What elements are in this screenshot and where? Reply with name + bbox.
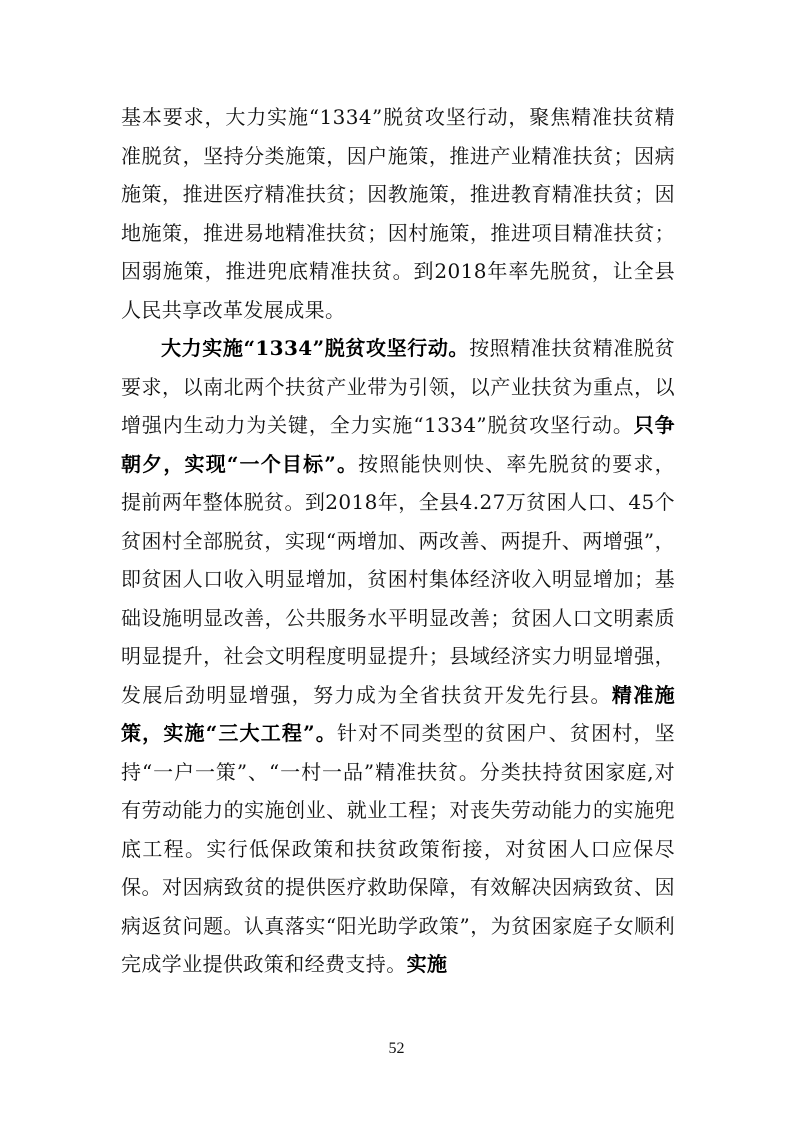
bold-heading: 实施 xyxy=(406,952,448,976)
bold-heading: 精准施策，实施“三大工程”。 xyxy=(121,682,675,745)
paragraph-text: 按照精准扶贫精准脱贫要求，以南北两个扶贫产业带为引领，以产业扶贫为重点，以增强内生动力为关键，全力实施“1334”脱贫攻坚行动。 xyxy=(121,336,675,437)
bold-heading: 大力实施“1334”脱贫攻坚行动。 xyxy=(161,336,470,360)
paragraph-poverty-action xyxy=(121,329,675,984)
page-number: 52 xyxy=(388,1040,405,1057)
bold-heading: 只争朝夕，实现“一个目标”。 xyxy=(121,413,675,476)
paragraph-continuation xyxy=(121,98,675,329)
paragraph-text: 针对不同类型的贫困户、贫困村，坚持“一户一策”、“一村一品”精准扶贫。分类扶持贫困家庭,对有劳动能力的实施创业、就业工程；对丧失劳动能力的实施兜底工程。实行低保政策和扶贫政策衔接，对贫困人口应保尽保。对因病致贫的提供医疗救助保障，有效解决因病致贫、因病返贫问题。认真落实“阳光助学政策”，为贫困家庭子女顺利完成学业提供政策和经费支持。 xyxy=(121,721,675,976)
paragraph-text: 基本要求，大力实施“1334”脱贫攻坚行动，聚焦精准扶贫精准脱贫，坚持分类施策，因户施策，推进产业精准扶贫；因病施策，推进医疗精准扶贫；因教施策，推进教育精准扶贫；因地施策，推进易地精准扶贫；因村施策，推进项目精准扶贫；因弱施策，推进兜底精准扶贫。到2018年率先脱贫，让全县人民共享改革发展成果。 xyxy=(121,105,675,322)
paragraph-text: 按照能快则快、率先脱贫的要求，提前两年整体脱贫。到2018年，全县4.27万贫困人口、45个贫困村全部脱贫，实现“两增加、两改善、两提升、两增强”，即贫困人口收入明显增加，贫困村集体经济收入明显增加；基础设施明显改善，公共服务水平明显改善；贫困人口文明素质明显提升，社会文明程度明显提升；县域经济实力明显增强，发展后劲明显增强，努力成为全省扶贫开发先行县。 xyxy=(121,451,675,707)
document-body xyxy=(121,98,675,984)
